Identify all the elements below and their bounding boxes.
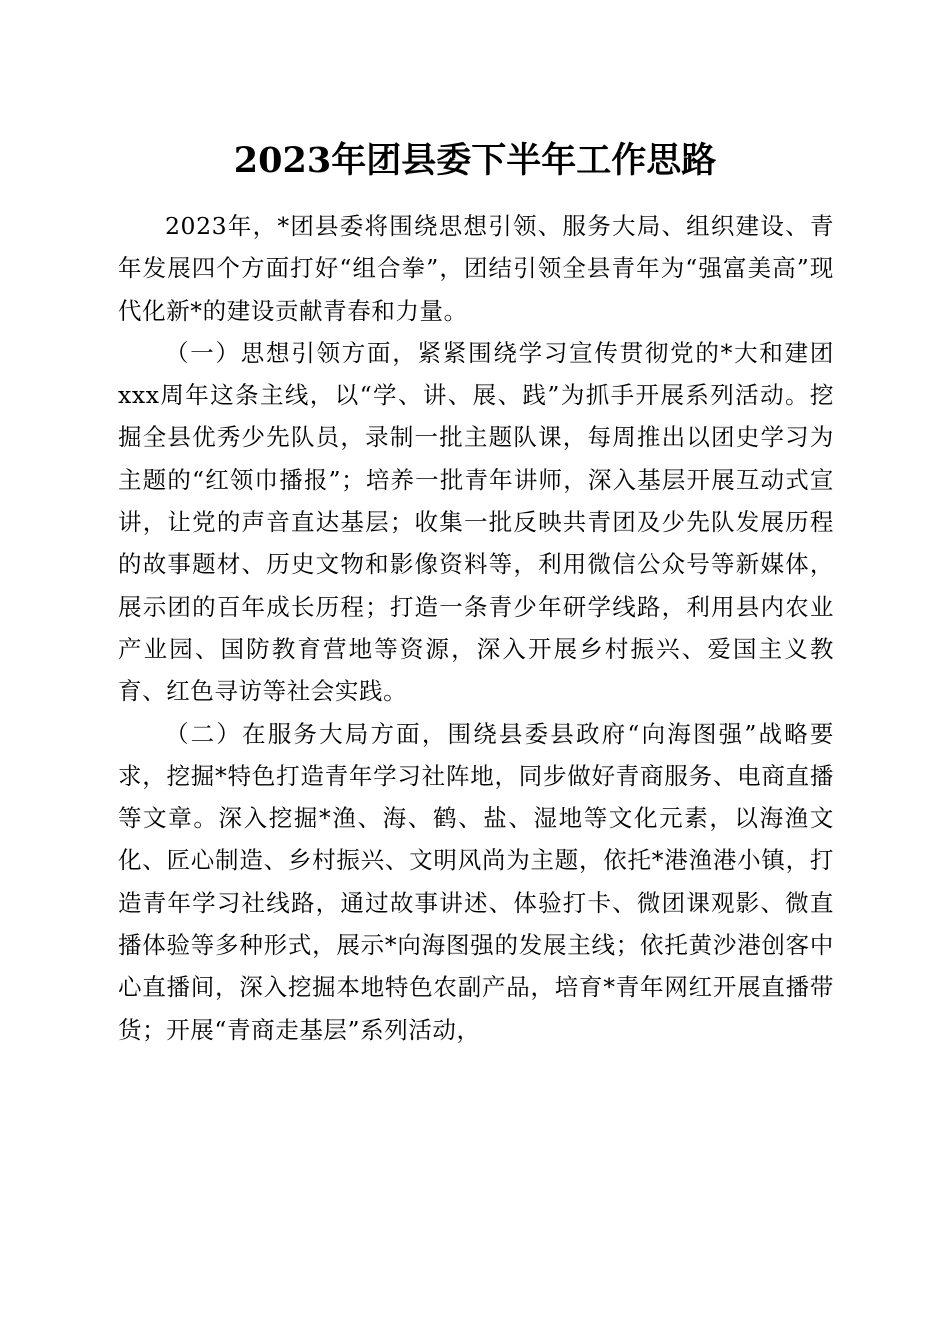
document-body bbox=[118, 205, 834, 1051]
paragraph-ideological-guidance: （一）思想引领方面，紧紧围绕学习宣传贯彻党的*大和建团xxx周年这条主线，以“学、讲、展、践”为抓手开展系列活动。挖掘全县优秀少先队员，录制一批主题队课，每周推出以团史学习为主题的“红领巾播报”；培养一批青年讲师，深入基层开展互动式宣讲，让党的声音直达基层；收集一批反映共青团及少先队发展历程的故事题材、历史文物和影像资料等，利用微信公众号等新媒体，展示团的百年成长历程；打造一条青少年研学线路，利用县内农业产业园、国防教育营地等资源，深入开展乡村振兴、爱国主义教育、红色寻访等社会实践。 bbox=[118, 338, 834, 706]
paragraph-serving-overall-situation: （二）在服务大局方面，围绕县委县政府“向海图强”战略要求，挖掘*特色打造青年学习社阵地，同步做好青商服务、电商直播等文章。深入挖掘*渔、海、鹤、盐、湿地等文化元素，以海渔文化、匠心制造、乡村振兴、文明风尚为主题，依托*港渔港小镇，打造青年学习社线路，通过故事讲述、体验打卡、微团课观影、微直播体验等多种形式，展示*向海图强的发展主线；依托黄沙港创客中心直播间，深入挖掘本地特色农副产品，培育*青年网红开展直播带货；开展“青商走基层”系列活动， bbox=[118, 719, 834, 1044]
document-title: 2023年团县委下半年工作思路 bbox=[233, 140, 717, 181]
paragraph-intro: 2023年，*团县委将围绕思想引领、服务大局、组织建设、青年发展四个方面打好“组合拳”，团结引领全县青年为“强富美高”现代化新*的建设贡献青春和力量。 bbox=[118, 212, 834, 325]
